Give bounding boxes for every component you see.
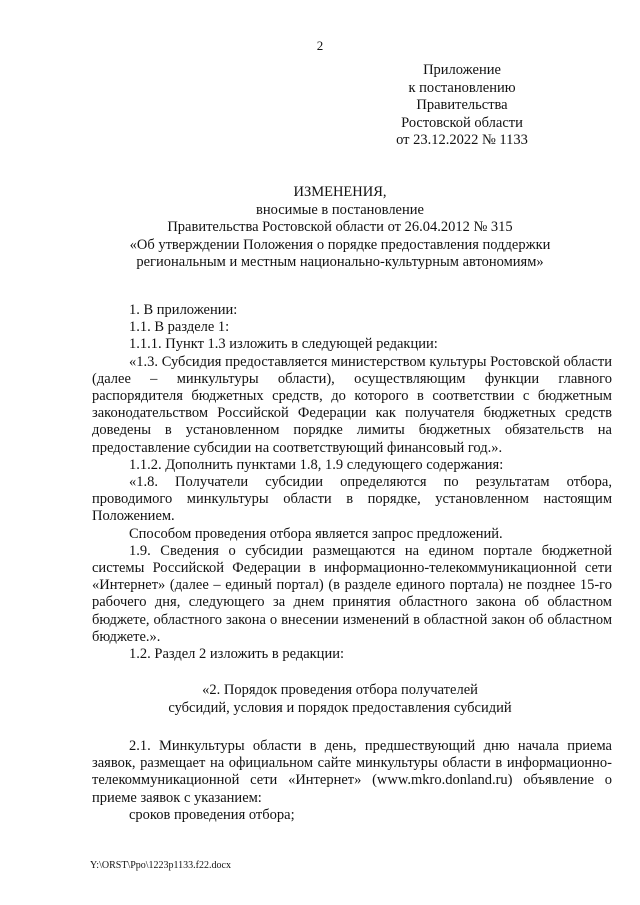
appendix-line: Правительства (416, 97, 508, 113)
appendix-line: Ростовской области (401, 114, 523, 131)
appendix-line: Приложение (423, 62, 501, 78)
section-title-line: субсидий, условия и порядок предоставления субсидий (168, 699, 512, 716)
appendix-block (342, 62, 582, 150)
paragraph: «1.8. Получатели субсидии определяются по результатам отбора, проводимого минкультуры области в порядке, установленном настоящим Положением. (92, 474, 612, 525)
document-body (92, 302, 612, 663)
heading-line: «Об утверждении Положения о порядке предоставления поддержки (129, 236, 551, 253)
document-heading (60, 184, 620, 272)
paragraph: 1.2. Раздел 2 изложить в редакции: (129, 646, 344, 663)
section-title (60, 682, 620, 717)
paragraph: Способом проведения отбора является запрос предложений. (129, 525, 503, 542)
paragraph: 1.1. В разделе 1: (129, 319, 230, 336)
appendix-line: от 23.12.2022 № 1133 (396, 132, 528, 148)
document-body-continued (92, 738, 612, 824)
paragraph: 1.1.2. Дополнить пунктами 1.8, 1.9 следующего содержания: (129, 456, 504, 473)
paragraph: 2.1. Минкультуры области в день, предшествующий дню начала приема заявок, размещает на официальном сайте минкультуры области в информационно-телекоммуникационной сети «Интернет» (www.mkro.donland.ru) объявление о приеме заявок с указанием: (92, 738, 612, 806)
heading-line: Правительства Ростовской области от 26.04.2012 № 315 (167, 219, 513, 235)
paragraph: 1.9. Сведения о субсидии размещаются на едином портале бюджетной системы Российской Федерации в информационно-телекоммуникационной сети «Интернет» (далее – единый портал) (в разделе единого портала) не позднее 15-го рабочего дня, следующего за днем принятия областного закона об областном бюджете, областного закона о внесении изменений в областной закон об областном бюджете.». (92, 542, 612, 645)
paragraph: 1. В приложении: (129, 302, 238, 318)
paragraph: «1.3. Субсидия предоставляется министерством культуры Ростовской области (далее – минкультуры области), осуществляющим функции главного распорядителя бюджетных средств, до которого в соответствии с бюджетным законодательством Российской Федерации как получателя бюджетных средств доведены в установленном порядке лимиты бюджетных обязательств на предоставление субсидии на соответствующий финансовый год.». (92, 353, 612, 456)
appendix-line: к постановлению (408, 79, 516, 96)
heading-line: региональным и местным национально-культурным автономиям» (136, 254, 544, 270)
file-path-footer: Y:\ORST\Ppo\1223p1133.f22.docx (90, 860, 231, 871)
heading-title: ИЗМЕНЕНИЯ, (293, 184, 387, 200)
section-title-line: «2. Порядок проведения отбора получателей (202, 682, 478, 698)
paragraph: сроков проведения отбора; (129, 806, 295, 823)
page-number: 2 (316, 38, 324, 53)
paragraph: 1.1.1. Пункт 1.3 изложить в следующей редакции: (129, 336, 438, 353)
heading-line: вносимые в постановление (256, 201, 424, 218)
